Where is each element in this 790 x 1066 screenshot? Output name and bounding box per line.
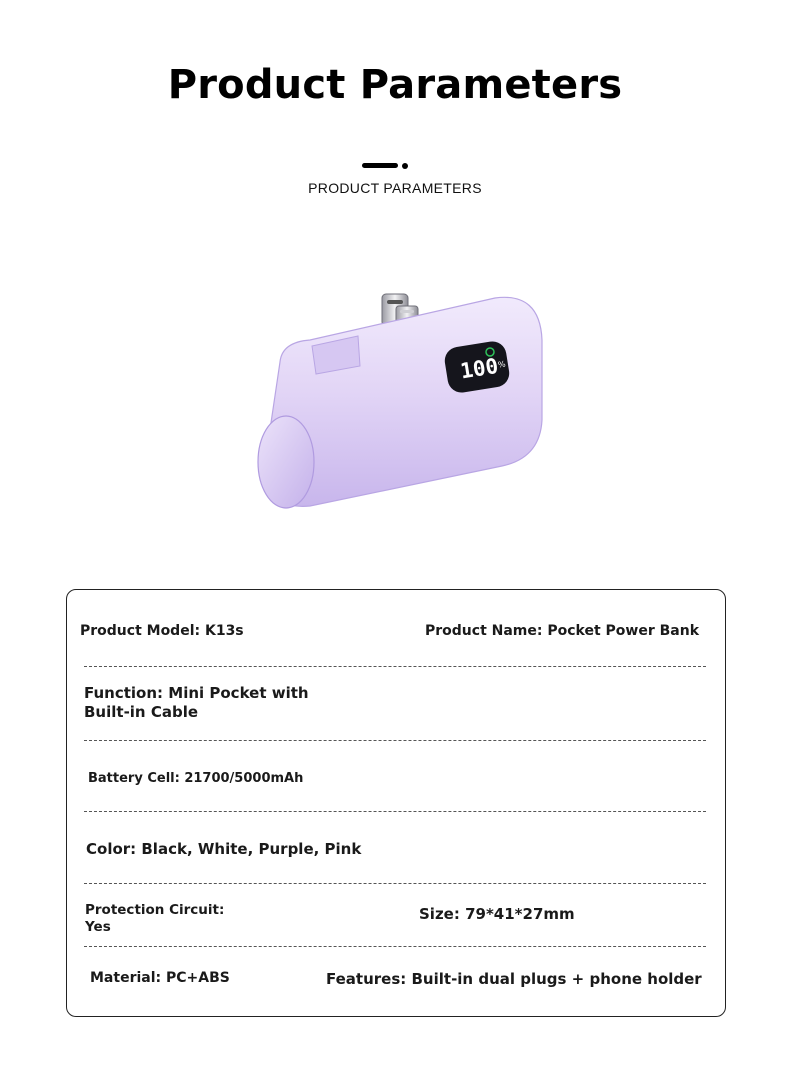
row-divider bbox=[84, 883, 706, 884]
page-subtitle: PRODUCT PARAMETERS bbox=[308, 180, 482, 196]
spec-table bbox=[66, 589, 726, 1017]
row-divider bbox=[84, 740, 706, 741]
row-divider bbox=[84, 946, 706, 947]
display-reading: 100 bbox=[458, 353, 500, 384]
spec-features: Features: Built-in dual plugs + phone holder bbox=[326, 970, 702, 988]
row-divider bbox=[84, 811, 706, 812]
spec-name: Product Name: Pocket Power Bank bbox=[425, 623, 700, 639]
power-bank-image bbox=[240, 270, 560, 530]
display-unit: % bbox=[497, 359, 507, 370]
spec-size: Size: 79*41*27mm bbox=[419, 905, 575, 923]
row-divider bbox=[84, 666, 706, 667]
divider-bar bbox=[362, 163, 398, 168]
spec-battery: Battery Cell: 21700/5000mAh bbox=[88, 771, 304, 786]
spec-protection-line2: Yes bbox=[85, 919, 111, 935]
spec-material: Material: PC+ABS bbox=[90, 970, 230, 986]
spec-function-line1: Function: Mini Pocket with bbox=[84, 684, 309, 702]
spec-model: Product Model: K13s bbox=[80, 623, 244, 639]
divider-dot bbox=[402, 163, 408, 169]
title-divider bbox=[362, 162, 410, 170]
page-title: Product Parameters bbox=[167, 62, 623, 108]
spec-color: Color: Black, White, Purple, Pink bbox=[86, 840, 362, 858]
spec-protection-line1: Protection Circuit: bbox=[85, 902, 225, 918]
spec-function-line2: Built-in Cable bbox=[84, 703, 199, 721]
